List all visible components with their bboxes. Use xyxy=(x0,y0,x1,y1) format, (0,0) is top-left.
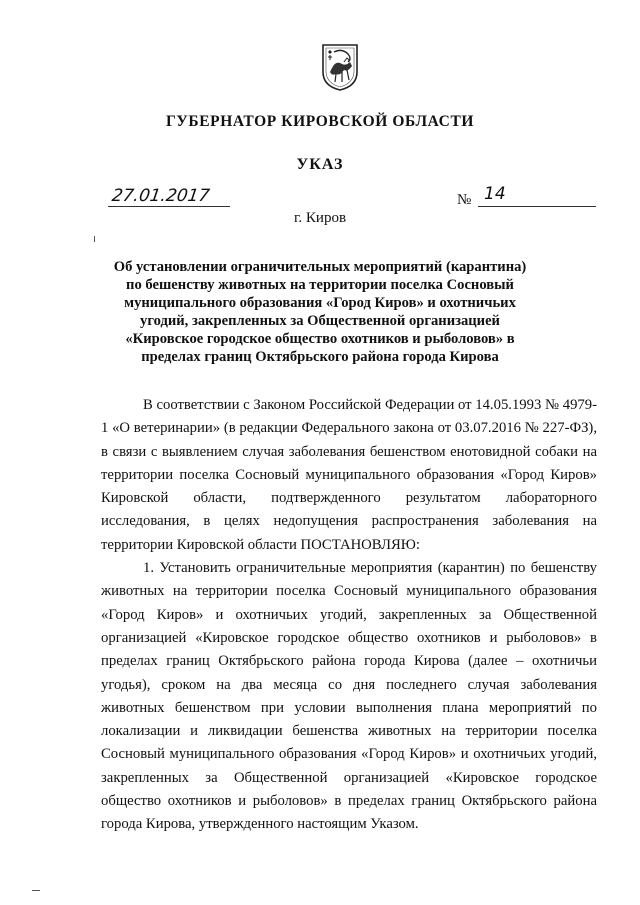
document-date: 27.01.2017 xyxy=(110,186,211,206)
kirov-coat-of-arms-icon xyxy=(320,42,360,92)
bottom-margin-mark xyxy=(32,890,40,891)
city-label: г. Киров xyxy=(293,210,347,226)
date-underline xyxy=(108,206,230,207)
number-sign: № xyxy=(457,192,472,208)
body-paragraph-preamble: В соответствии с Законом Российской Федерации от 14.05.1993 № 4979-1 «О ветеринарии» (в редакции Федерального закона от 03.07.2016 № 227-ФЗ), в связи с выявлением случая заболевания бешенством енотовидной собаки на территории поселка Сосновый муниципального образования «Город Киров» Кировской области, подтвержденного результатом лабораторного исследования, в целях недопущения распространения заболевания на территории Кировской области ПОСТАНОВЛЯЮ: xyxy=(101,397,597,553)
governor-heading: ГУБЕРНАТОР КИРОВСКОЙ ОБЛАСТИ xyxy=(165,113,475,130)
document-body xyxy=(101,394,597,837)
document-number: 14 xyxy=(484,184,506,204)
body-paragraph-item-1: 1. Установить ограничительные мероприятия (карантин) по бешенству животных на территории поселка Сосновый муниципального образования «Город Киров» и охотничьих угодий, закрепленных за Общественной организацией «Кировское городское общество охотников и рыболовов» в пределах границ Октябрьского района города Кирова (далее – охотничьи угодья), сроком на два месяца со дня последнего случая заболевания животных бешенством при условии выполнения плана мероприятий по локализации и ликвидации бешенства животных на территории поселка Сосновый муниципального образования «Город Киров» и охотничьих угодий, закрепленных за Общественной организацией «Кировское городское общество охотников и рыболовов» в пределах границ Октябрьского района города Кирова, утвержденного настоящим Указом. xyxy=(101,560,597,833)
number-underline xyxy=(478,206,596,207)
margin-mark xyxy=(94,236,95,242)
document-type-heading: УКАЗ xyxy=(296,156,344,173)
document-title: Об установлении ограничительных мероприятий (карантина) по бешенству животных на территории поселка Сосновый муниципального образования «Город Киров» и охотничьих угодий, закрепленных за Общественной организацией «Кировское городское общество охотников и рыболовов» в пределах границ Октябрьского района города Кирова xyxy=(113,259,527,365)
